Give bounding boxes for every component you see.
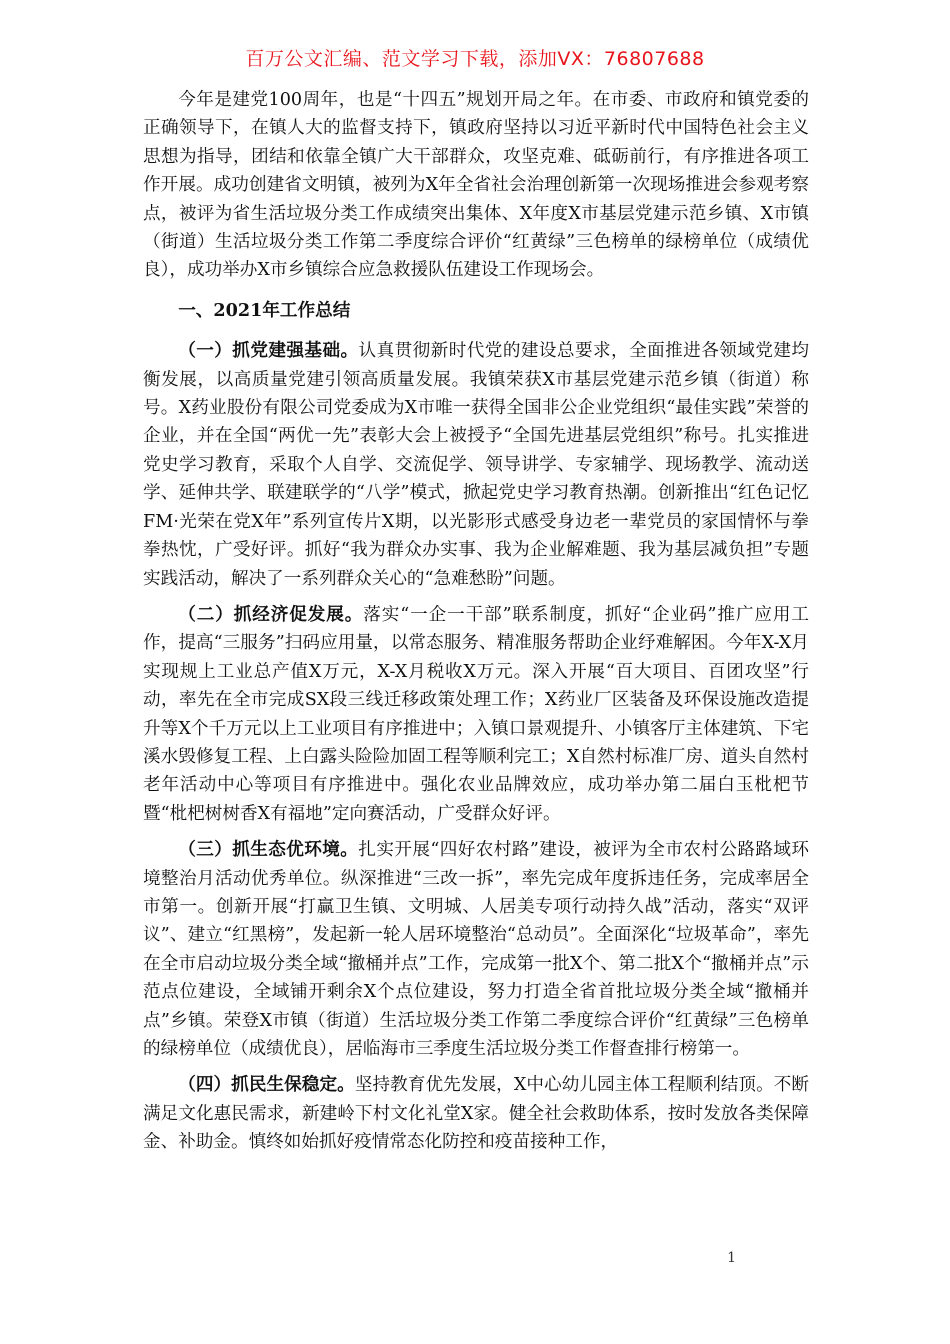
paragraph-lead: （二）抓经济促发展。	[178, 603, 364, 625]
header-banner: 百万公文汇编、范文学习下载，添加VX：76807688	[245, 48, 705, 70]
intro-paragraph: 今年是建党100周年，也是“十四五”规划开局之年。在市委、市政府和镇党委的正确领导下，在镇人大的监督支持下，镇政府坚持以习近平新时代中国特色社会主义思想为指导，团结和依靠全镇广大干部群众，攻坚克难、砥砺前行，有序推进各项工作开展。成功创建省文明镇，被列为X年全省社会治理创新第一次现场推进会参观考察点，被评为省生活垃圾分类工作成绩突出集体、X年度X市基层党建示范乡镇、X市镇（街道）生活垃圾分类工作第二季度综合评价“红黄绿”三色榜单的绿榜单位（成绩优良），成功举办X市乡镇综合应急救援队伍建设工作现场会。	[143, 90, 809, 281]
paragraph-economy	[143, 601, 809, 828]
paragraph-livelihood	[143, 1071, 809, 1156]
paragraph-lead: （三）抓生态优环境。	[178, 839, 359, 861]
paragraph-lead: （一）抓党建强基础。	[178, 340, 359, 362]
paragraph-ecology	[143, 836, 809, 1063]
paragraph-lead: （四）抓民生保稳定。	[178, 1074, 355, 1096]
page-number: 1	[727, 1250, 736, 1266]
paragraph-text: 扎实开展“四好农村路”建设，被评为全市农村公路路域环境整治月活动优秀单位。纵深推进“三改一拆”，率先完成年度拆违任务，完成率居全市第一。创新开展“打赢卫生镇、文明城、人居美专项行动持久战”活动，落实“双评议”、建立“红黑榜”，发起新一轮人居环境整治“总动员”。全面深化“垃圾革命”，率先在全市启动垃圾分类全域“撤桶并点”工作，完成第一批X个、第二批X个“撤桶并点”示范点位建设，全域铺开剩余X个点位建设，努力打造全省首批垃圾分类全域“撤桶并点”乡镇。荣登X市镇（街道）生活垃圾分类工作第二季度综合评价“红黄绿”三色榜单的绿榜单位（成绩优良），居临海市三季度生活垃圾分类工作督查排行榜第一。	[143, 840, 809, 1059]
section-heading: 一、2021年工作总结	[178, 299, 351, 321]
paragraph-party-building	[143, 337, 809, 593]
document-body	[143, 86, 809, 1165]
paragraph-text: 认真贯彻新时代党的建设总要求，全面推进各领域党建均衡发展，以高质量党建引领高质量发展。我镇荣获X市基层党建示范乡镇（街道）称号。X药业股份有限公司党委成为X市唯一获得全国非公企业党组织“最佳实践”荣誉的企业，并在全国“两优一先”表彰大会上被授予“全国先进基层党组织”称号。扎实推进党史学习教育，采取个人自学、交流促学、领导讲学、专家辅学、现场教学、流动送学、延伸共学、联建联学的“八学”模式，掀起党史学习教育热潮。创新推出“红色记忆FM·光荣在党X年”系列宣传片X期，以光影形式感受身边老一辈党员的家国情怀与拳拳热忱，广受好评。抓好“我为群众办实事、我为企业解难题、我为基层减负担”专题实践活动，解决了一系列群众关心的“急难愁盼”问题。	[143, 341, 809, 589]
paragraph-text: 落实“一企一干部”联系制度，抓好“企业码”推广应用工作，提高“三服务”扫码应用量，以常态服务、精准服务帮助企业纾难解困。今年X-X月实现规上工业总产值X万元，X-X月税收X万元。深入开展“百大项目、百团攻坚”行动，率先在全市完成SX段三线迁移政策处理工作；X药业厂区装备及环保设施改造提升等X个千万元以上工业项目有序推进中；入镇口景观提升、小镇客厅主体建筑、下宅溪水毁修复工程、上白露头险险加固工程等顺利完工；X自然村标准厂房、道头自然村老年活动中心等项目有序推进中。强化农业品牌效应，成功举办第二届白玉枇杷节暨“枇杷树树香X有福地”定向赛活动，广受群众好评。	[143, 604, 809, 824]
paragraph-text: 坚持教育优先发展，X中心幼儿园主体工程顺利结顶。不断满足文化惠民需求，新建岭下村文化礼堂X家。健全社会救助体系，按时发放各类保障金、补助金。慎终如始抓好疫情常态化防控和疫苗接种工作，	[143, 1075, 809, 1153]
